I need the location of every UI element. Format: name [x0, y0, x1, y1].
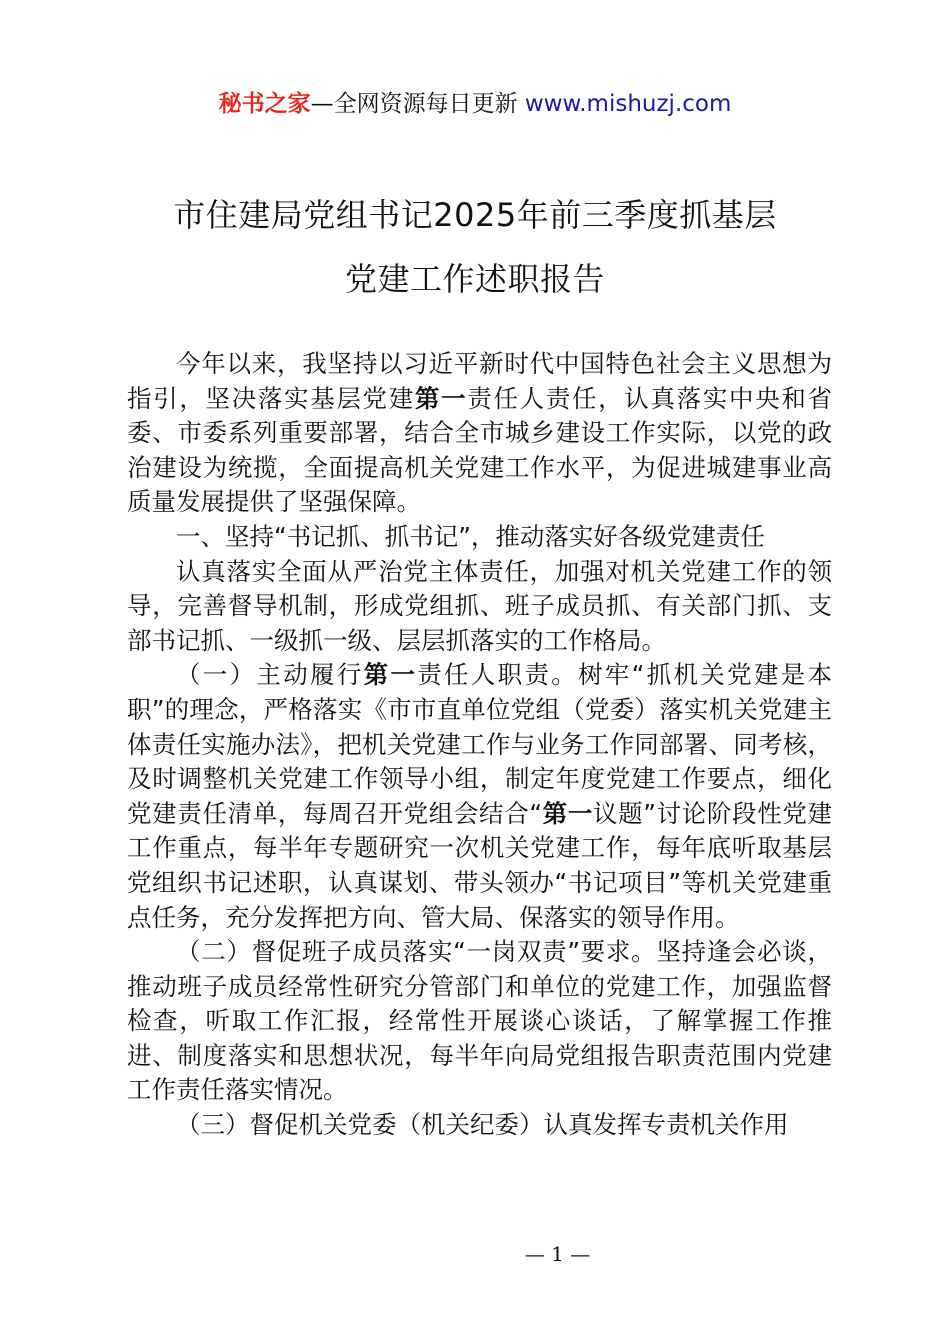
header-tagline: —全网资源每日更新: [310, 91, 518, 117]
paragraph-text: 议题”讨论阶段性党建工作重点，每半年专题研究一次机关党建工作，每年底听取基层党组织书记述职，认真谋划、带头领办“书记项目”等机关党建重点任务，充分发挥把方向、管大局、保落实的领导作用。: [127, 798, 832, 932]
site-header: [0, 88, 950, 120]
site-url-link[interactable]: www.mishuzj.com: [524, 91, 732, 117]
page-footer: [0, 1240, 950, 1268]
bold-text: 第一: [414, 383, 468, 413]
document-title: [0, 183, 950, 311]
section-heading-1: [127, 520, 832, 555]
document-body: [127, 347, 832, 1143]
paragraph-intro: [127, 347, 832, 520]
brand-name: 秘书之家: [218, 91, 311, 117]
heading-text: 一、坚持“书记抓、抓书记”，推动落实好各级党建责任: [176, 521, 765, 551]
paragraph-text: （二）督促班子成员落实“一岗双责”要求。坚持逢会必谈，推动班子成员经常性研究分管部门和单位的党建工作，加强监督检查，听取工作汇报，经常性开展谈心谈话，了解掌握工作推进、制度落实和思想状况，每半年向局党组报告职责范围内党建工作责任落实情况。: [127, 937, 832, 1105]
title-line-1: 市住建局党组书记2025年前三季度抓基层: [173, 196, 777, 234]
bold-text: 第一: [542, 798, 593, 828]
paragraph-text: 今年以来，我坚持以习近平新时代中国特色社会主义思想为指引，坚决落实基层党建: [127, 349, 832, 413]
paragraph-text: 认真落实全面从严治党主体责任，加强对机关党建工作的领导，完善督导机制，形成党组抓、班子成员抓、有关部门抓、支部书记抓、一级抓一级、层层抓落实的工作格局。: [127, 556, 832, 655]
paragraph-text: （一）主动履行: [176, 660, 364, 690]
paragraph-item-1: [127, 658, 832, 935]
page-number: — 1 —: [524, 1242, 591, 1266]
paragraph-item-3: [127, 1108, 832, 1143]
title-line-2: 党建工作述职报告: [344, 260, 605, 298]
paragraph-item-2: [127, 935, 832, 1108]
paragraph-text: 责任人责任，认真落实中央和省委、市委系列重要部署，结合全市城乡建设工作实际，以党的政治建设为统揽，全面提高机关党建工作水平，为促进城建事业高质量发展提供了坚强保障。: [127, 383, 833, 517]
bold-text: 第一: [363, 660, 418, 690]
paragraph-text: 责任人职责。树牢“抓机关党建是本职”的理念，严格落实《市市直单位党组（党委）落实机关党建主体责任实施办法》，把机关党建工作与业务工作同部署、同考核，及时调整机关党建工作领导小组，制定年度党建工作要点，细化党建责任清单，每周召开党组会结合“: [127, 660, 833, 828]
paragraph-text: （三）督促机关党委（机关纪委）认真发挥专责机关作用: [176, 1110, 789, 1140]
paragraph-section-1-intro: [127, 555, 832, 659]
